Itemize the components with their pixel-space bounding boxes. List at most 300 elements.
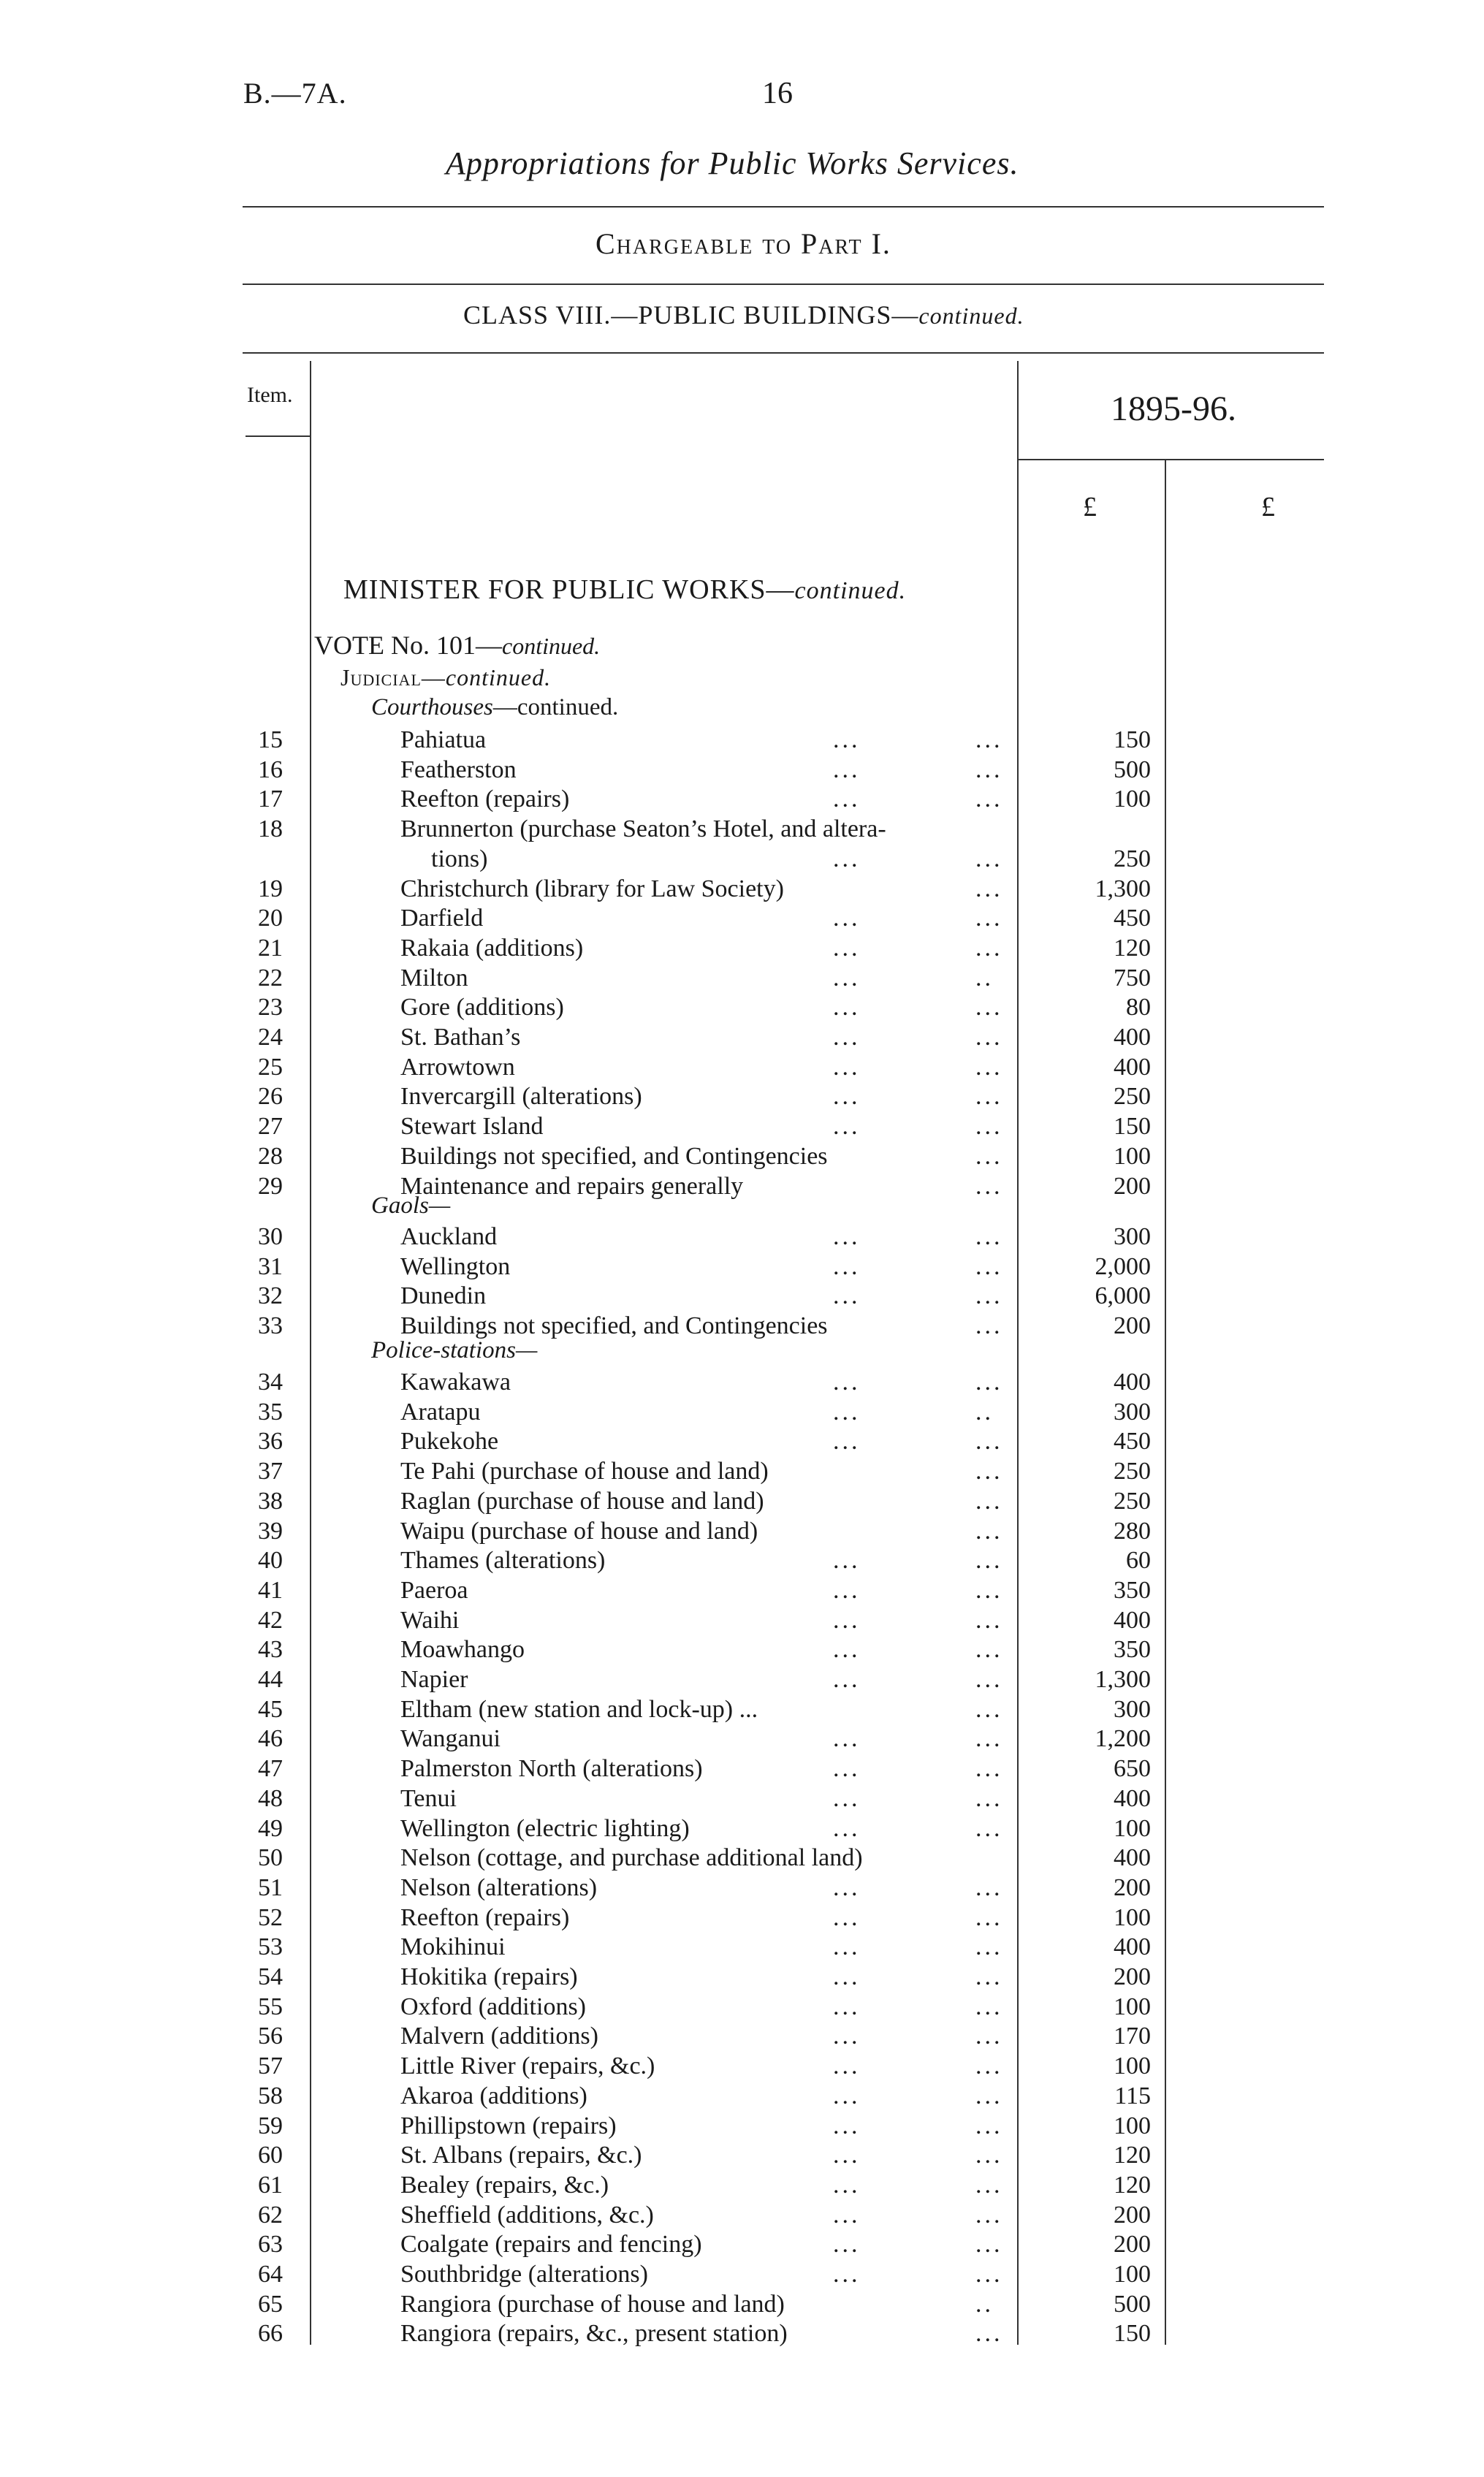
amount: 300 [1114,1398,1151,1426]
item-number: 59 [258,2112,283,2139]
item-description: Phillipstown (repairs) [400,2112,617,2139]
item-number: 39 [258,1517,283,1545]
leader-dots: ... [975,1576,1003,1604]
item-number: 63 [258,2231,283,2259]
amount: 300 [1114,1223,1151,1250]
table-row [0,1053,1484,1082]
item-description: Rakaia (additions) [400,934,584,962]
police-stations-heading: Police-stations— [371,1337,538,1363]
leader-dots: ... [975,1873,1003,1901]
leader-dots: ... [975,994,1003,1021]
table-row [0,1427,1484,1456]
amount: 750 [1114,964,1151,992]
table-row [0,2052,1484,2081]
item-number: 44 [258,1666,283,1693]
table-row [0,1172,1484,1201]
courthouses-heading [371,694,618,721]
amount: 250 [1114,1458,1151,1485]
amount: 200 [1114,1172,1151,1200]
item-description: Palmerston North (alterations) [400,1755,703,1783]
table-row [0,934,1484,963]
leader-dots: ... [833,964,861,992]
item-description: Akaroa (additions) [400,2082,587,2109]
leader-dots: ... [975,2171,1003,2199]
amount: 1,200 [1095,1725,1151,1753]
minister-heading-continued: continued. [794,577,907,604]
item-description: St. Albans (repairs, &c.) [400,2142,642,2169]
item-description: Sheffield (additions, &c.) [400,2201,654,2229]
item-description: Rangiora (repairs, &c., present station) [400,2320,788,2348]
item-number: 64 [258,2261,283,2288]
item-description: Wanganui [400,1725,501,1753]
item-number: 33 [258,1312,283,1339]
leader-dots: ... [975,1784,1003,1812]
amount: 200 [1114,1312,1151,1339]
courthouses-heading-main: Courthouses [371,694,493,720]
header-rule-bottom [243,352,1324,354]
amount: 250 [1114,1487,1151,1515]
table-row [0,2022,1484,2051]
leader-dots: ... [833,2112,861,2139]
table-row [0,1368,1484,1397]
item-number: 30 [258,1223,283,1250]
leader-dots: ... [975,756,1003,783]
leader-dots: ... [833,1636,861,1664]
item-number: 38 [258,1487,283,1515]
amount: 150 [1114,1113,1151,1141]
leader-dots: ... [975,1933,1003,1961]
amount: 200 [1114,2231,1151,2259]
table-row [0,845,1484,874]
leader-dots: ... [975,785,1003,813]
table-row [0,2141,1484,2170]
amount: 350 [1114,1636,1151,1664]
item-description: Wellington (electric lighting) [400,1814,690,1842]
leader-dots: ... [975,905,1003,932]
leader-dots: ... [833,1576,861,1604]
leader-dots: ... [975,845,1003,872]
item-number: 28 [258,1142,283,1170]
item-number: 56 [258,2023,283,2050]
table-row [0,1398,1484,1427]
judicial-heading [340,664,551,691]
item-description: Mokihinui [400,1933,506,1961]
amount: 500 [1114,756,1151,783]
amount: 120 [1114,2142,1151,2169]
leader-dots: ... [975,1083,1003,1111]
table-row [0,1873,1484,1903]
table-row [0,2082,1484,2111]
item-description: Maintenance and repairs generally [400,1172,744,1200]
item-description: Milton [400,964,468,992]
item-number: 52 [258,1903,283,1931]
item-description: Rangiora (purchase of house and land) [400,2290,785,2318]
leader-dots: ... [833,1725,861,1753]
leader-dots: ... [975,1428,1003,1456]
amount: 500 [1114,2290,1151,2318]
item-number: 20 [258,905,283,932]
amount: 400 [1114,1933,1151,1961]
amount: 100 [1114,2261,1151,2288]
amount: 6,000 [1095,1282,1151,1309]
leader-dots: ... [833,1024,861,1051]
table-row [0,1844,1484,1873]
amount: 400 [1114,1844,1151,1872]
amount: 115 [1114,2082,1151,2109]
leader-dots: .. [975,2290,994,2318]
leader-dots: ... [975,1606,1003,1634]
item-description: Pukekohe [400,1428,499,1456]
table-row [0,964,1484,993]
item-number: 47 [258,1755,283,1783]
table-row [0,1112,1484,1141]
leader-dots: ... [833,1252,861,1280]
amount: 400 [1114,1784,1151,1812]
item-description: Wellington [400,1252,511,1280]
item-description: Waihi [400,1606,460,1634]
leader-dots: ... [975,1814,1003,1842]
table-row [0,1546,1484,1575]
item-description: Moawhango [400,1636,525,1664]
item-description: Southbridge (alterations) [400,2261,648,2288]
leader-dots: .. [975,1398,994,1426]
item-number: 22 [258,964,283,992]
leader-dots: ... [975,1142,1003,1170]
leader-dots: ... [833,2171,861,2199]
item-number: 27 [258,1113,283,1141]
item-description: Te Pahi (purchase of house and land) [400,1458,769,1485]
table-row [0,1784,1484,1814]
leader-dots: ... [833,905,861,932]
leader-dots: ... [833,1369,861,1396]
leader-dots: ... [833,994,861,1021]
amount: 250 [1114,1083,1151,1111]
leader-dots: ... [833,845,861,872]
item-number: 58 [258,2082,283,2109]
leader-dots: ... [833,1606,861,1634]
item-description: Hokitika (repairs) [400,1963,578,1990]
leader-dots: ... [833,1903,861,1931]
table-row [0,2201,1484,2230]
item-number: 51 [258,1873,283,1901]
judicial-heading-main: Judicial— [340,664,446,690]
table-row [0,1754,1484,1784]
table-row [0,1457,1484,1486]
table-row [0,2171,1484,2200]
amount: 200 [1114,1873,1151,1901]
item-number: 29 [258,1172,283,1200]
table-row [0,2112,1484,2141]
item-number: 36 [258,1428,283,1456]
class-heading [463,300,1024,330]
leader-dots: ... [975,1024,1003,1051]
leader-dots: ... [975,2112,1003,2139]
leader-dots: .. [975,964,994,992]
table-row [0,756,1484,785]
item-number: 26 [258,1083,283,1111]
year-column-header: 1895-96. [1111,389,1236,428]
item-description: Kawakawa [400,1369,511,1396]
leader-dots: ... [975,2023,1003,2050]
item-description: Stewart Island [400,1113,544,1141]
leader-dots: ... [833,1547,861,1575]
table-row [0,875,1484,904]
class-heading-main: CLASS VIII.—PUBLIC BUILDINGS— [463,300,919,330]
minister-heading [343,574,906,606]
amount: 100 [1114,1993,1151,2020]
vote-heading-continued: continued. [501,633,601,659]
amount: 150 [1114,2320,1151,2348]
item-number: 62 [258,2201,283,2229]
item-number: 43 [258,1636,283,1664]
item-description: Featherston [400,756,517,783]
item-number: 34 [258,1369,283,1396]
item-description: Brunnerton (purchase Seaton’s Hotel, and altera- [400,815,886,843]
item-description: Gore (additions) [400,994,564,1021]
leader-dots: ... [975,1517,1003,1545]
leader-dots: ... [975,1755,1003,1783]
table-row [0,1142,1484,1171]
amount: 100 [1114,1814,1151,1842]
amount: 100 [1114,1142,1151,1170]
amount: 60 [1126,1547,1151,1575]
class-heading-continued: continued. [918,303,1024,329]
item-description: Oxford (additions) [400,1993,587,2020]
table-row [0,1933,1484,1962]
table-row [0,1252,1484,1282]
leader-dots: ... [833,2142,861,2169]
amount: 450 [1114,1428,1151,1456]
leader-dots: ... [975,1547,1003,1575]
leader-dots: ... [975,1172,1003,1200]
page-title: Appropriations for Public Works Services. [446,145,1019,181]
item-description: Christchurch (library for Law Society) [400,875,784,902]
table-row [0,993,1484,1022]
table-row [0,1963,1484,1992]
item-number: 66 [258,2320,283,2348]
table-row [0,1724,1484,1754]
table-row [0,1606,1484,1635]
amount: 200 [1114,2201,1151,2229]
item-header-underline [246,435,310,437]
item-description: Reefton (repairs) [400,1903,570,1931]
table-row [0,1082,1484,1111]
table-row [0,815,1484,844]
leader-dots: ... [833,726,861,753]
amount: 400 [1114,1369,1151,1396]
leader-dots: ... [975,1312,1003,1339]
item-number: 16 [258,756,283,783]
amount: 400 [1114,1053,1151,1081]
courthouses-heading-continued: —continued. [492,694,619,720]
leader-dots: ... [833,1873,861,1901]
item-number: 31 [258,1252,283,1280]
table-row [0,904,1484,933]
item-number: 15 [258,726,283,753]
item-column-header: Item. [247,383,293,407]
item-description: Buildings not specified, and Contingencies [400,1142,828,1170]
table-row [0,2319,1484,2348]
leader-dots: ... [833,2231,861,2259]
item-number: 19 [258,875,283,902]
item-description: tions) [431,845,488,872]
leader-dots: ... [833,1428,861,1456]
amount: 250 [1114,845,1151,872]
item-description: Darfield [400,905,484,932]
item-description: Aratapu [400,1398,481,1426]
leader-dots: ... [833,756,861,783]
item-number: 21 [258,934,283,962]
item-number: 40 [258,1547,283,1575]
leader-dots: ... [975,1666,1003,1693]
table-row [0,1487,1484,1516]
leader-dots: ... [833,1814,861,1842]
leader-dots: ... [975,2261,1003,2288]
leader-dots: ... [975,1636,1003,1664]
table-row [0,1814,1484,1844]
item-number: 35 [258,1398,283,1426]
vote-heading [314,630,600,661]
leader-dots: ... [975,2082,1003,2109]
table-row [0,1993,1484,2022]
leader-dots: ... [975,2052,1003,2080]
table-row [0,1312,1484,1341]
item-number: 65 [258,2290,283,2318]
leader-dots: ... [975,934,1003,962]
amount: 100 [1114,1903,1151,1931]
item-description: Nelson (cottage, and purchase additional land) [400,1844,863,1872]
item-description: Coalgate (repairs and fencing) [400,2231,702,2259]
leader-dots: ... [833,2023,861,2050]
item-number: 37 [258,1458,283,1485]
item-description: Paeroa [400,1576,468,1604]
leader-dots: ... [833,1053,861,1081]
item-description: Arrowtown [400,1053,515,1081]
leader-dots: ... [975,1903,1003,1931]
item-number: 17 [258,785,283,813]
leader-dots: ... [975,1458,1003,1485]
page-number: 16 [762,77,793,110]
amount: 450 [1114,905,1151,932]
leader-dots: ... [833,2052,861,2080]
item-number: 46 [258,1725,283,1753]
leader-dots: ... [975,2201,1003,2229]
item-description: Thames (alterations) [400,1547,606,1575]
item-description: Waipu (purchase of house and land) [400,1517,758,1545]
item-number: 23 [258,994,283,1021]
amount: 200 [1114,1963,1151,1990]
amount: 100 [1114,2112,1151,2139]
leader-dots: ... [833,785,861,813]
item-number: 41 [258,1576,283,1604]
leader-dots: ... [975,1993,1003,2020]
document-reference: B.—7A. [243,77,347,110]
leader-dots: ... [975,2231,1003,2259]
leader-dots: ... [833,1933,861,1961]
currency-header-1: £ [1083,492,1097,522]
leader-dots: ... [833,1223,861,1250]
item-description: Tenui [400,1784,457,1812]
amount: 80 [1126,994,1151,1021]
item-description: Buildings not specified, and Contingencies [400,1312,828,1339]
leader-dots: ... [975,1252,1003,1280]
gaols-heading: Gaols— [371,1192,451,1219]
item-number: 48 [258,1784,283,1812]
amount: 280 [1114,1517,1151,1545]
leader-dots: ... [975,1725,1003,1753]
leader-dots: ... [975,1369,1003,1396]
minister-heading-main: MINISTER FOR PUBLIC WORKS— [343,574,795,605]
leader-dots: ... [975,1963,1003,1990]
leader-dots: ... [975,875,1003,902]
item-number: 49 [258,1814,283,1842]
leader-dots: ... [833,1083,861,1111]
table-row [0,1517,1484,1546]
leader-dots: ... [833,1666,861,1693]
item-number: 55 [258,1993,283,2020]
amount: 300 [1114,1695,1151,1723]
item-description: Pahiatua [400,726,487,753]
leader-dots: ... [833,2082,861,2109]
header-rule-middle [243,284,1324,285]
table-row [0,1282,1484,1311]
amount: 120 [1114,2171,1151,2199]
item-description: Raglan (purchase of house and land) [400,1487,764,1515]
item-description: Invercargill (alterations) [400,1083,642,1111]
table-row [0,1576,1484,1605]
leader-dots: ... [833,934,861,962]
amount: 100 [1114,2052,1151,2080]
table-row [0,2230,1484,2259]
amount: 350 [1114,1576,1151,1604]
amount: 400 [1114,1024,1151,1051]
leader-dots: ... [833,2201,861,2229]
item-description: St. Bathan’s [400,1024,521,1051]
leader-dots: ... [975,1487,1003,1515]
item-number: 32 [258,1282,283,1309]
item-number: 50 [258,1844,283,1872]
leader-dots: ... [833,1282,861,1309]
amount: 1,300 [1095,875,1151,902]
table-row [0,785,1484,814]
item-description: Auckland [400,1223,498,1250]
item-number: 57 [258,2052,283,2080]
amount: 100 [1114,785,1151,813]
item-number: 18 [258,815,283,843]
part-heading: Chargeable to Part I. [595,227,891,260]
leader-dots: ... [975,1053,1003,1081]
leader-dots: ... [833,1784,861,1812]
item-description: Eltham (new station and lock-up) ... [400,1695,758,1723]
leader-dots: ... [975,1282,1003,1309]
amount: 2,000 [1095,1252,1151,1280]
item-number: 53 [258,1933,283,1961]
table-row [0,2260,1484,2289]
table-row [0,1635,1484,1664]
item-description: Bealey (repairs, &c.) [400,2171,609,2199]
amount: 650 [1114,1755,1151,1783]
item-number: 42 [258,1606,283,1634]
amount: 400 [1114,1606,1151,1634]
judicial-heading-continued: continued. [445,664,552,690]
table-row [0,726,1484,755]
item-number: 61 [258,2171,283,2199]
amount: 170 [1114,2023,1151,2050]
year-header-underline [1017,459,1324,460]
amount: 1,300 [1095,1666,1151,1693]
item-description: Little River (repairs, &c.) [400,2052,655,2080]
table-row [0,1665,1484,1694]
